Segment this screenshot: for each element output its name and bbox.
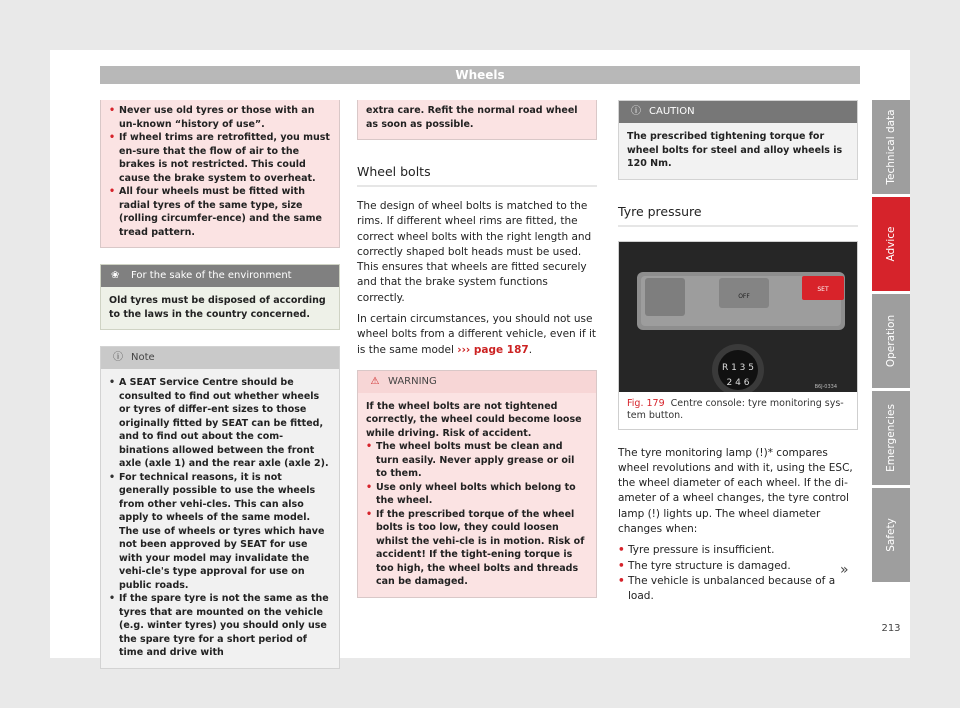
flower-icon: ❀ bbox=[111, 270, 120, 281]
paragraph-text: In certain circumstances, you should not use wheel bolts from a different vehicle, even if it is the same model bbox=[357, 313, 597, 356]
page-header: Wheels bbox=[100, 66, 860, 84]
caution-text: The prescribed tightening torque for wheel bolts for steel and alloy wheels is 120 Nm. bbox=[627, 131, 843, 169]
gear-pattern-bottom: 2 4 6 bbox=[726, 377, 750, 388]
note-title: Note bbox=[131, 352, 155, 363]
note-list bbox=[109, 376, 331, 660]
tab-emergencies[interactable] bbox=[872, 391, 910, 485]
environment-text: Old tyres must be disposed of according to the laws in the country concerned. bbox=[109, 295, 326, 320]
list-item: • The vehicle is unbalanced because of a load. bbox=[618, 574, 858, 605]
tab-advice[interactable] bbox=[872, 197, 910, 291]
paragraph: The design of wheel bolts is matched to the rims. If different wheel rims are fitted, the correct wheel bolts with the right length and correctly shaped bolt heads must be used. This ensures that wheels are fitted securely and that the brake system functions correctly. bbox=[357, 200, 592, 304]
set-button-label: SET bbox=[817, 285, 829, 293]
figure-caption bbox=[619, 392, 857, 429]
list-item: • If wheel trims are retrofitted, you must en-sure that the flow of air to the brakes is not restricted. This could cause the brake system to overheat. bbox=[109, 131, 331, 185]
column-2 bbox=[357, 100, 597, 598]
tab-technical-data[interactable] bbox=[872, 100, 910, 194]
tab-label: Advice bbox=[885, 226, 897, 262]
list-item: • Use only wheel bolts which belong to the wheel. bbox=[366, 481, 588, 508]
section-heading-wheel-bolts bbox=[357, 164, 597, 187]
period: . bbox=[528, 343, 533, 356]
section-title: Wheel bolts bbox=[357, 164, 431, 179]
tab-safety[interactable] bbox=[872, 488, 910, 582]
paragraph: The tyre monitoring lamp (!)* compares wheel revolutions and with it, using the ESC, the wheel diameter of each wheel. If the di-ameter of a wheel changes, the tyre control lamp (!) lights up. The wheel diameter changes when: bbox=[618, 446, 853, 535]
tab-operation[interactable] bbox=[872, 294, 910, 388]
environment-box bbox=[100, 264, 340, 330]
caution-icon: ⓘ bbox=[631, 106, 641, 117]
continue-mark: » bbox=[840, 562, 849, 578]
list-item: • Never use old tyres or those with an un-known “history of use”. bbox=[109, 104, 331, 131]
note-box bbox=[100, 346, 340, 669]
section-title: Tyre pressure bbox=[618, 203, 702, 219]
tab-label: Emergencies bbox=[885, 404, 897, 472]
list-item: • A SEAT Service Centre should be consulted to find out whether wheels or tyres of differ-ent sizes to those originally fitted by SEAT can be fitted, and to find out about the com-binations allowed between the front axle (axle 1) and the rear axle (axle 2). bbox=[109, 376, 331, 471]
tyre-pressure-list bbox=[618, 543, 858, 604]
environment-title: For the sake of the environment bbox=[131, 270, 292, 281]
console-illustration bbox=[619, 242, 857, 392]
paragraph bbox=[357, 312, 597, 358]
caution-title: CAUTION bbox=[649, 106, 695, 117]
page-reference-link[interactable]: ››› page 187 bbox=[457, 343, 529, 356]
centre-console-photo bbox=[619, 242, 857, 392]
note-continued-box bbox=[357, 100, 597, 140]
warning-box bbox=[357, 370, 597, 598]
tab-label: Technical data bbox=[885, 109, 897, 185]
gear-pattern-top: R 1 3 5 bbox=[721, 362, 755, 373]
figure-179 bbox=[618, 241, 858, 430]
tab-label: Operation bbox=[885, 314, 897, 368]
off-label: OFF bbox=[738, 292, 750, 300]
list-item: • If the prescribed torque of the wheel bolts is too low, they could loosen whilst the vehi-cle is in motion. Risk of accident! If the tight-ening torque is too high, the wheel bolts and threads can be damaged. bbox=[366, 508, 588, 589]
list-item: • For technical reasons, it is not generally possible to use the wheels from other vehi-cles. This can also apply to wheels of the same model. The use of wheels or tyres which have not been approved by SEAT for use with your model may invalidate the vehi-cle's type approval for use on public roads. bbox=[109, 471, 331, 593]
list-item: • If the spare tyre is not the same as the tyres that are mounted on the vehicle (e.g. winter tyres) you should only use the spare tyre for a short period of time and drive with bbox=[109, 592, 331, 660]
list-item: • All four wheels must be fitted with radial tyres of the same type, size (rolling circumfer-ence) and the same tread pattern. bbox=[109, 185, 331, 239]
note-continued-text: extra care. Refit the normal road wheel as soon as possible. bbox=[366, 105, 578, 130]
column-3 bbox=[618, 100, 858, 604]
tab-label: Safety bbox=[885, 518, 897, 552]
warning-continued-list bbox=[109, 104, 331, 239]
figure-label: Fig. 179 bbox=[627, 397, 665, 409]
column-1 bbox=[100, 100, 340, 669]
list-item: • The tyre structure is damaged. bbox=[618, 559, 858, 574]
section-heading-tyre-pressure bbox=[618, 204, 858, 227]
warning-list bbox=[366, 440, 588, 589]
warning-intro: If the wheel bolts are not tightened correctly, the wheel could become loose while driving. Risk of accident. bbox=[366, 400, 582, 439]
page-number: 213 bbox=[881, 623, 901, 634]
warning-triangle-icon: ⚠ bbox=[370, 375, 380, 387]
caution-box bbox=[618, 100, 858, 180]
info-icon: ⓘ bbox=[113, 352, 123, 363]
image-code: B6J-0334 bbox=[814, 383, 837, 390]
list-item: • Tyre pressure is insufficient. bbox=[618, 543, 858, 558]
list-item: • The wheel bolts must be clean and turn easily. Never apply grease or oil to them. bbox=[366, 440, 588, 481]
warning-continued-box bbox=[100, 100, 340, 248]
warning-title: WARNING bbox=[388, 375, 437, 387]
figure-caption-text: Centre console: tyre monitoring sys-tem button. bbox=[627, 397, 844, 421]
